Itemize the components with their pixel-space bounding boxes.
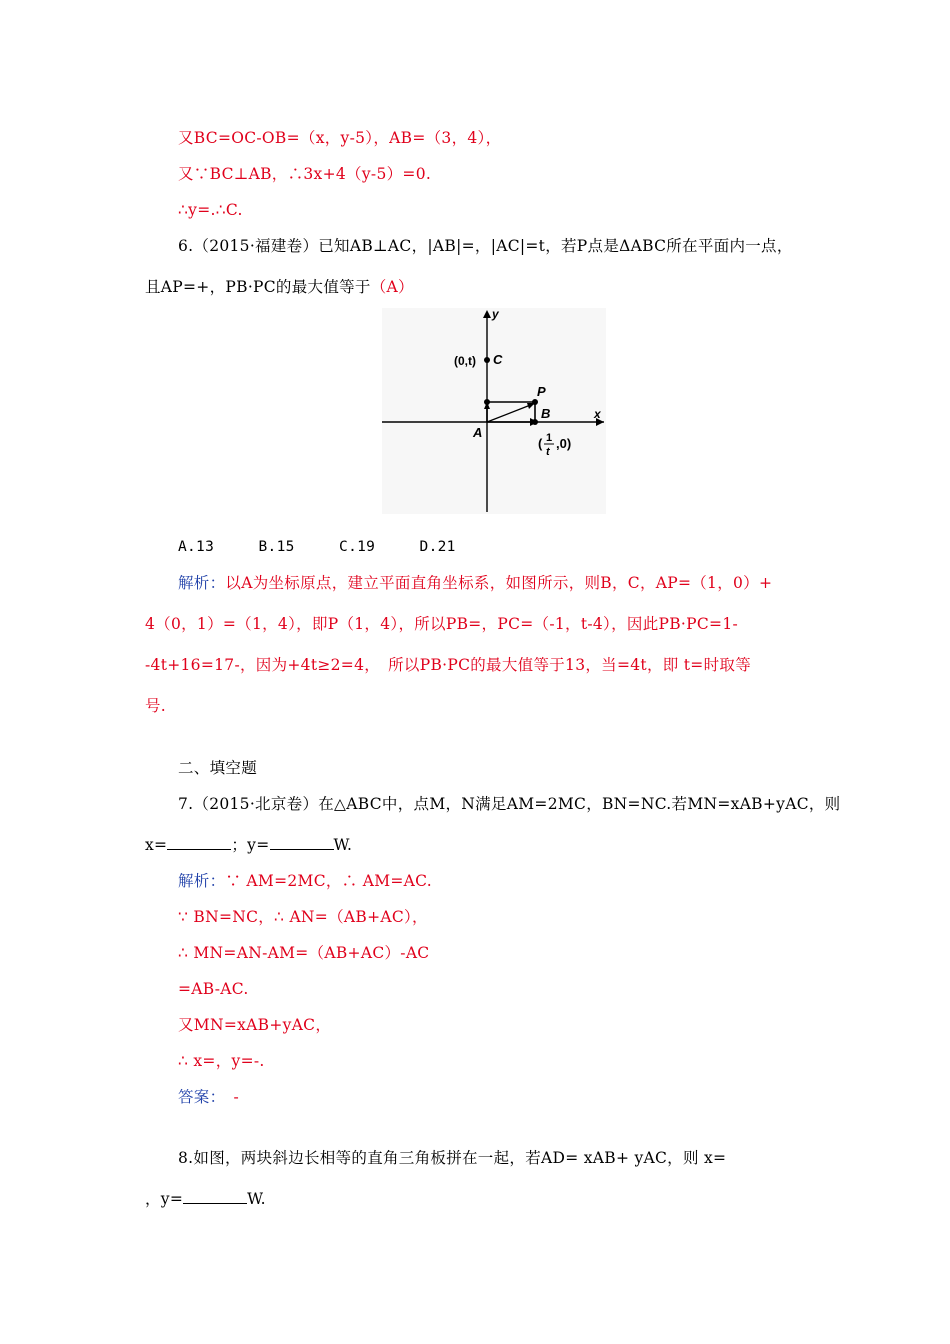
- label-c: C: [493, 352, 503, 367]
- label-paren: (: [538, 436, 543, 451]
- blank-y[interactable]: [183, 1189, 247, 1204]
- answer-7-line: [178, 1086, 239, 1108]
- blank-x-label: x=: [145, 836, 168, 854]
- solution-label: 解析：: [178, 872, 226, 890]
- answer-label: 答案：: [178, 1088, 218, 1106]
- question-6-answer: （A）: [370, 278, 414, 296]
- solution-7-line: ∵ BN=NC，∴ AN=（AB+AC），: [178, 908, 428, 926]
- question-6-text-cont: [145, 276, 414, 298]
- solution-line: ∴y=.∴C.: [178, 201, 243, 219]
- solution-6-line: [178, 572, 772, 594]
- solution-6-text: 以A为坐标原点，建立平面直角坐标系，如图所示，则B，C，AP=（1，0）+: [225, 574, 773, 592]
- blank-y-label: ，y=: [145, 1190, 184, 1208]
- label-a: A: [473, 425, 483, 440]
- solution-line: 又∵BC⊥AB，∴3x+4（y-5）=0.: [178, 165, 432, 183]
- point-c: [484, 357, 490, 363]
- question-6-text: 6.（2015·福建卷）已知AB⊥AC，|AB|=，|AC|=t，若P点是ΔABC所在平面内一点，: [178, 237, 793, 255]
- label-zero: ,0): [556, 436, 572, 451]
- question-6-options: A.13 B.15 C.19 D.21: [178, 539, 456, 555]
- question-8-text: 8.如图，两块斜边长相等的直角三角板拼在一起，若AD= xAB+ yAC，则 x=: [178, 1149, 727, 1167]
- solution-6-line: -4t+16=17-，因为+4t≥2=4， 所以PB·PC的最大值等于13，当=4t，即 t=时取等: [145, 656, 751, 674]
- answer-value: -: [217, 1088, 239, 1106]
- solution-7-line: ∴ MN=AN-AM=（AB+AC）-AC: [178, 944, 430, 962]
- point-b: [532, 419, 538, 425]
- question-8-blanks: [145, 1188, 266, 1210]
- question-7-text: 7.（2015·北京卷）在△ABC中，点M，N满足AM=2MC，BN=NC.若MN=xAB+yAC，则: [178, 795, 841, 813]
- question-6-condition: 且AP=+，PB·PC的最大值等于: [145, 278, 371, 296]
- coordinate-figure: [382, 308, 606, 514]
- blank-y[interactable]: [270, 835, 334, 850]
- solution-line: 又BC=OC-OB=（x，y-5），AB=（3，4），: [178, 129, 502, 147]
- solution-6-line: 号.: [145, 697, 167, 715]
- label-frac-num: 1: [546, 432, 553, 444]
- question-7-blanks: [145, 834, 352, 856]
- blank-x[interactable]: [167, 835, 231, 850]
- blank-y-label: ；y=: [231, 836, 270, 854]
- section-heading: 二、填空题: [178, 759, 258, 777]
- y-axis-label: y: [492, 308, 499, 321]
- solution-7-line: [178, 870, 432, 892]
- solution-7-line: =AB-AC.: [178, 980, 249, 998]
- solution-label: 解析：: [178, 574, 226, 592]
- solution-6-line: 4（0，1）=（1，4），即P（1，4），所以PB=，PC=（-1，t-4），因此PB·PC=1-: [145, 615, 739, 633]
- blank-end: W.: [247, 1190, 266, 1208]
- label-b: B: [541, 406, 551, 421]
- solution-7-line: 又MN=xAB+yAC，: [178, 1016, 332, 1034]
- x-axis-label: x: [594, 407, 601, 421]
- solution-7-text: ∵ AM=2MC，∴ AM=AC.: [225, 872, 432, 890]
- point-p: [532, 399, 538, 405]
- solution-7-line: ∴ x=，y=-.: [178, 1052, 265, 1070]
- label-p: P: [537, 384, 546, 399]
- label-0t: (0,t): [454, 354, 476, 368]
- label-frac-den: t: [546, 446, 550, 458]
- blank-end: W.: [333, 836, 353, 854]
